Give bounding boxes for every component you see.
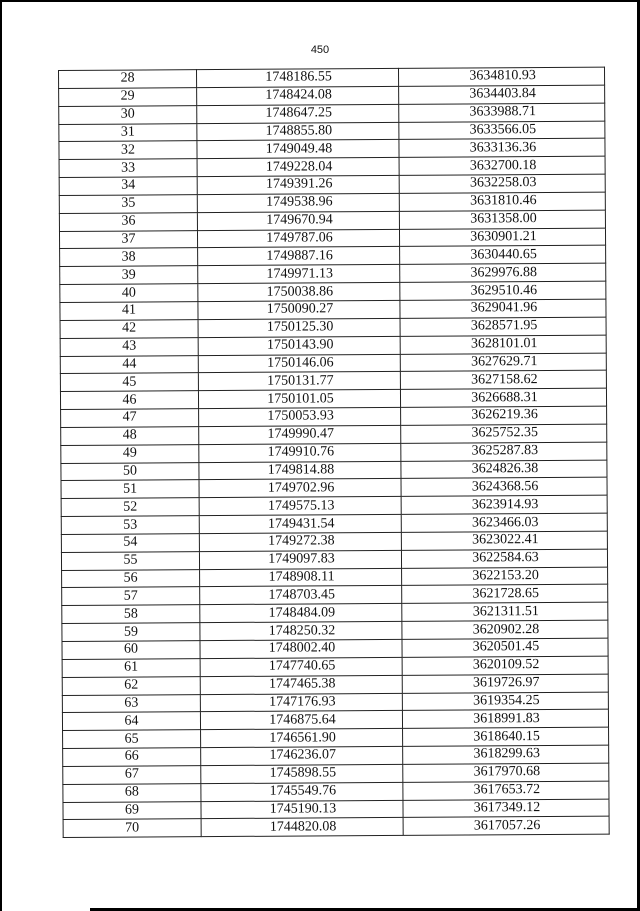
x-coordinate-cell: 1749990.47 <box>199 425 401 444</box>
point-number-cell: 46 <box>60 391 198 410</box>
x-coordinate-cell: 1747465.38 <box>200 675 402 694</box>
table-row <box>63 817 609 838</box>
scan-border-left <box>0 0 2 911</box>
x-coordinate-cell: 1748647.25 <box>197 104 399 123</box>
y-coordinate-cell: 3630901.21 <box>399 228 605 247</box>
x-coordinate-cell: 1749538.96 <box>197 193 399 212</box>
point-number-cell: 42 <box>60 319 198 338</box>
point-number-cell: 70 <box>63 819 201 838</box>
x-coordinate-cell: 1749431.54 <box>199 515 401 534</box>
y-coordinate-cell: 3634403.84 <box>399 85 605 104</box>
x-coordinate-cell: 1748424.08 <box>197 86 399 105</box>
point-number-cell: 69 <box>63 801 201 820</box>
point-number-cell: 48 <box>61 427 199 446</box>
point-number-cell: 47 <box>61 409 199 428</box>
y-coordinate-cell: 3632700.18 <box>399 156 605 175</box>
point-number-cell: 50 <box>61 462 199 481</box>
y-coordinate-cell: 3620501.45 <box>402 638 608 657</box>
point-number-cell: 53 <box>61 516 199 535</box>
x-coordinate-cell: 1750090.27 <box>198 300 400 319</box>
point-number-cell: 65 <box>63 730 201 749</box>
x-coordinate-cell: 1749391.26 <box>197 175 399 194</box>
x-coordinate-cell: 1748484.09 <box>200 604 402 623</box>
point-number-cell: 59 <box>62 623 200 642</box>
point-number-cell: 33 <box>59 159 197 178</box>
y-coordinate-cell: 3634810.93 <box>398 67 604 86</box>
y-coordinate-cell: 3621311.51 <box>402 602 608 621</box>
point-number-cell: 66 <box>63 748 201 767</box>
y-coordinate-cell: 3628101.01 <box>400 335 606 354</box>
y-coordinate-cell: 3631358.00 <box>399 210 605 229</box>
y-coordinate-cell: 3633988.71 <box>399 103 605 122</box>
y-coordinate-cell: 3619354.25 <box>402 692 608 711</box>
point-number-cell: 62 <box>62 676 200 695</box>
y-coordinate-cell: 3623466.03 <box>401 513 607 532</box>
y-coordinate-cell: 3619726.97 <box>402 674 608 693</box>
x-coordinate-cell: 1750125.30 <box>198 318 400 337</box>
x-coordinate-cell: 1749049.48 <box>197 140 399 159</box>
x-coordinate-cell: 1745549.76 <box>201 782 403 801</box>
y-coordinate-cell: 3630440.65 <box>400 246 606 265</box>
y-coordinate-cell: 3626219.36 <box>401 406 607 425</box>
point-number-cell: 35 <box>59 195 197 214</box>
y-coordinate-cell: 3624826.38 <box>401 460 607 479</box>
point-number-cell: 28 <box>59 70 197 89</box>
point-number-cell: 36 <box>59 212 197 231</box>
x-coordinate-cell: 1749971.13 <box>198 265 400 284</box>
y-coordinate-cell: 3627629.71 <box>400 353 606 372</box>
page-number: 450 <box>310 44 330 56</box>
y-coordinate-cell: 3629976.88 <box>400 263 606 282</box>
point-number-cell: 49 <box>61 444 199 463</box>
x-coordinate-cell: 1749228.04 <box>197 158 399 177</box>
point-number-cell: 57 <box>62 587 200 606</box>
point-number-cell: 41 <box>60 302 198 321</box>
x-coordinate-cell: 1746561.90 <box>201 729 403 748</box>
y-coordinate-cell: 3629041.96 <box>400 299 606 318</box>
y-coordinate-cell: 3626688.31 <box>400 388 606 407</box>
point-number-cell: 32 <box>59 141 197 160</box>
point-number-cell: 55 <box>61 551 199 570</box>
point-number-cell: 61 <box>62 658 200 677</box>
y-coordinate-cell: 3631810.46 <box>399 192 605 211</box>
y-coordinate-cell: 3627158.62 <box>400 370 606 389</box>
point-number-cell: 68 <box>63 783 201 802</box>
point-number-cell: 45 <box>60 373 198 392</box>
point-number-cell: 64 <box>62 712 200 731</box>
x-coordinate-cell: 1749787.06 <box>197 229 399 248</box>
x-coordinate-cell: 1746236.07 <box>201 746 403 765</box>
point-number-cell: 37 <box>59 230 197 249</box>
point-number-cell: 29 <box>59 87 197 106</box>
x-coordinate-cell: 1744820.08 <box>201 818 403 837</box>
point-number-cell: 67 <box>63 766 201 785</box>
y-coordinate-cell: 3621728.65 <box>402 585 608 604</box>
y-coordinate-cell: 3625287.83 <box>401 442 607 461</box>
x-coordinate-cell: 1747740.65 <box>200 657 402 676</box>
point-number-cell: 40 <box>60 284 198 303</box>
x-coordinate-cell: 1750101.05 <box>198 390 400 409</box>
x-coordinate-cell: 1747176.93 <box>200 693 402 712</box>
y-coordinate-cell: 3632258.03 <box>399 174 605 193</box>
coordinates-table-wrapper <box>58 67 609 839</box>
point-number-cell: 54 <box>61 534 199 553</box>
x-coordinate-cell: 1748186.55 <box>197 68 399 87</box>
scan-border-top <box>0 0 640 2</box>
y-coordinate-cell: 3623022.41 <box>401 531 607 550</box>
y-coordinate-cell: 3624368.56 <box>401 478 607 497</box>
y-coordinate-cell: 3617349.12 <box>403 799 609 818</box>
x-coordinate-cell: 1746875.64 <box>200 711 402 730</box>
point-number-cell: 39 <box>60 266 198 285</box>
y-coordinate-cell: 3623914.93 <box>401 495 607 514</box>
x-coordinate-cell: 1750146.06 <box>198 354 400 373</box>
point-number-cell: 31 <box>59 123 197 142</box>
x-coordinate-cell: 1748855.80 <box>197 122 399 141</box>
x-coordinate-cell: 1750038.86 <box>198 283 400 302</box>
y-coordinate-cell: 3618299.63 <box>403 745 609 764</box>
point-number-cell: 51 <box>61 480 199 499</box>
x-coordinate-cell: 1749272.38 <box>199 532 401 551</box>
y-coordinate-cell: 3620902.28 <box>402 620 608 639</box>
x-coordinate-cell: 1748250.32 <box>200 622 402 641</box>
x-coordinate-cell: 1750143.90 <box>198 336 400 355</box>
y-coordinate-cell: 3617057.26 <box>403 817 609 836</box>
y-coordinate-cell: 3617970.68 <box>403 763 609 782</box>
y-coordinate-cell: 3622584.63 <box>401 549 607 568</box>
y-coordinate-cell: 3628571.95 <box>400 317 606 336</box>
y-coordinate-cell: 3625752.35 <box>401 424 607 443</box>
x-coordinate-cell: 1749575.13 <box>199 497 401 516</box>
x-coordinate-cell: 1749814.88 <box>199 461 401 480</box>
x-coordinate-cell: 1749910.76 <box>199 443 401 462</box>
point-number-cell: 43 <box>60 337 198 356</box>
x-coordinate-cell: 1745898.55 <box>201 764 403 783</box>
x-coordinate-cell: 1750131.77 <box>198 372 400 391</box>
point-number-cell: 63 <box>62 694 200 713</box>
y-coordinate-cell: 3617653.72 <box>403 781 609 800</box>
y-coordinate-cell: 3633136.36 <box>399 139 605 158</box>
point-number-cell: 34 <box>59 177 197 196</box>
x-coordinate-cell: 1749702.96 <box>199 479 401 498</box>
y-coordinate-cell: 3633566.05 <box>399 121 605 140</box>
point-number-cell: 56 <box>62 569 200 588</box>
point-number-cell: 60 <box>62 641 200 660</box>
x-coordinate-cell: 1748002.40 <box>200 639 402 658</box>
x-coordinate-cell: 1745190.13 <box>201 800 403 819</box>
x-coordinate-cell: 1749670.94 <box>197 211 399 230</box>
point-number-cell: 38 <box>60 248 198 267</box>
x-coordinate-cell: 1749097.83 <box>199 550 401 569</box>
point-number-cell: 30 <box>59 105 197 124</box>
x-coordinate-cell: 1748908.11 <box>200 568 402 587</box>
point-number-cell: 44 <box>60 355 198 374</box>
y-coordinate-cell: 3622153.20 <box>402 567 608 586</box>
table-body <box>59 67 610 838</box>
x-coordinate-cell: 1750053.93 <box>199 407 401 426</box>
y-coordinate-cell: 3618991.83 <box>402 710 608 729</box>
x-coordinate-cell: 1748703.45 <box>200 586 402 605</box>
y-coordinate-cell: 3620109.52 <box>402 656 608 675</box>
point-number-cell: 52 <box>61 498 199 517</box>
point-number-cell: 58 <box>62 605 200 624</box>
y-coordinate-cell: 3618640.15 <box>403 727 609 746</box>
coordinates-table <box>58 67 610 839</box>
y-coordinate-cell: 3629510.46 <box>400 281 606 300</box>
x-coordinate-cell: 1749887.16 <box>198 247 400 266</box>
